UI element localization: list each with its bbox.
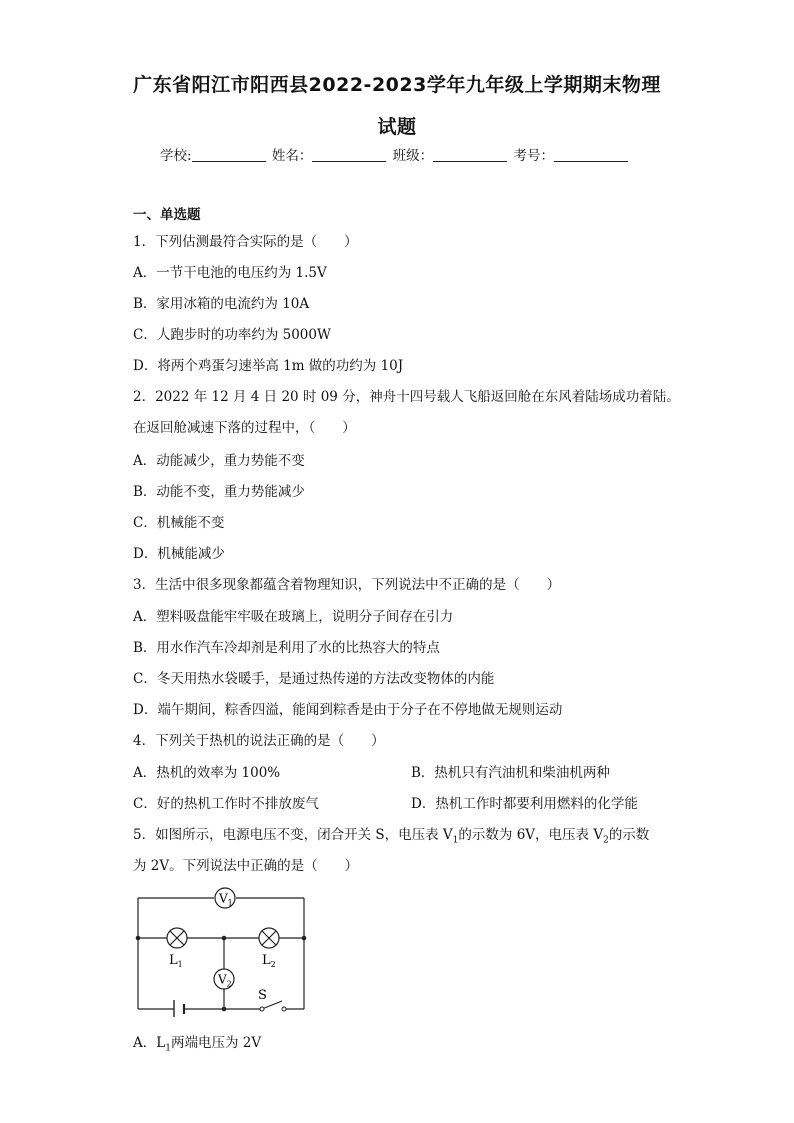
q2-option-a: A．动能减少，重力势能不变 <box>133 453 305 469</box>
class-label: 班级： <box>392 148 434 164</box>
q5-option-a-suffix: 两端电压为 2V <box>170 1035 262 1051</box>
q3-option-a: A．塑料吸盘能牢牢吸在玻璃上，说明分子间存在引力 <box>133 609 454 625</box>
name-label: 姓名： <box>271 148 313 164</box>
q3-option-c: C．冬天用热水袋暖手，是通过热传递的方法改变物体的内能 <box>133 671 495 687</box>
q4-option-a: A．热机的效率为 100% <box>133 765 281 781</box>
q2-stem-line1: 2．2022 年 12 月 4 日 20 时 09 分，神舟十四号载人飞船返回舱在东风着陆场成功着陆。 <box>133 389 680 405</box>
q1-option-c: C．人跑步时的功率约为 5000W <box>133 327 331 343</box>
q3-stem: 3．生活中很多现象都蕴含着物理知识，下列说法中不正确的是（ ） <box>133 577 561 593</box>
junction-right <box>302 936 307 941</box>
q4-option-b: B．热机只有汽油机和柴油机两种 <box>411 765 610 781</box>
exam-number-label: 考号： <box>513 148 554 164</box>
q4-option-d: D．热机工作时都要利用燃料的化学能 <box>411 796 638 812</box>
q2-option-c: C．机械能不变 <box>133 515 225 531</box>
q1-option-a: A．一节干电池的电压约为 1.5V <box>133 265 327 281</box>
l1-label: $L_1$ <box>169 953 183 969</box>
q5-sub-1: 1 <box>452 835 459 846</box>
q1-option-d: D．将两个鸡蛋匀速举高 1m 做的功约为 10J <box>133 358 404 374</box>
v2-label: $V_2$ <box>218 972 232 989</box>
section-heading: 一、单选题 <box>133 207 201 223</box>
junction-bottom <box>222 1007 227 1012</box>
q3-option-b: B．用水作汽车冷却剂是利用了水的比热容大的特点 <box>133 640 440 656</box>
switch-contact-right <box>282 1007 286 1011</box>
q5-option-a <box>133 1034 261 1058</box>
q5-sub-2: 2 <box>603 835 609 846</box>
v1-label: $V_1$ <box>219 891 233 908</box>
q5-option-a-prefix: A．L <box>133 1035 166 1051</box>
junction-center <box>222 936 227 941</box>
class-blank <box>433 148 507 162</box>
l2-label: $L_2$ <box>262 953 276 969</box>
junction-left <box>136 936 141 941</box>
q5-option-a-sub: 1 <box>165 1043 171 1054</box>
title-line-2: 试题 <box>377 116 417 138</box>
q2-option-d: D．机械能减少 <box>133 546 225 562</box>
q1-option-b: B．家用冰箱的电流约为 10A <box>133 296 310 312</box>
q2-stem-line2: 在返回舱减速下落的过程中，（ ） <box>133 420 356 436</box>
student-info-row <box>160 144 630 164</box>
q5-stem-line1 <box>133 826 649 850</box>
switch-contact-left <box>260 1007 264 1011</box>
q2-option-b: B．动能不变，重力势能减少 <box>133 484 305 500</box>
school-blank <box>192 148 266 162</box>
exam-number-blank <box>554 148 628 162</box>
switch-label: S <box>258 988 267 1003</box>
name-blank <box>312 148 386 162</box>
circuit-diagram <box>126 882 316 1017</box>
q3-option-d: D．端午期间，粽香四溢，能闻到粽香是由于分子在不停地做无规则运动 <box>133 702 563 718</box>
q5-stem-part-c: 的示数 <box>608 827 650 843</box>
q5-stem-line2: 为 2V。下列说法中正确的是（ ） <box>133 858 359 874</box>
q5-stem-part-a: 5．如图所示，电源电压不变，闭合开关 S，电压表 V <box>133 827 453 843</box>
q4-option-c: C．好的热机工作时不排放废气 <box>133 796 319 812</box>
q4-stem: 4．下列关于热机的说法正确的是（ ） <box>133 733 385 749</box>
title-line-1: 广东省阳江市阳西县2022-2023学年九年级上学期期末物理 <box>133 74 661 96</box>
school-label: 学校: <box>160 148 192 164</box>
q1-stem: 1．下列估测最符合实际的是（ ） <box>133 234 358 250</box>
q5-stem-part-b: 的示数为 6V，电压表 V <box>458 827 604 843</box>
